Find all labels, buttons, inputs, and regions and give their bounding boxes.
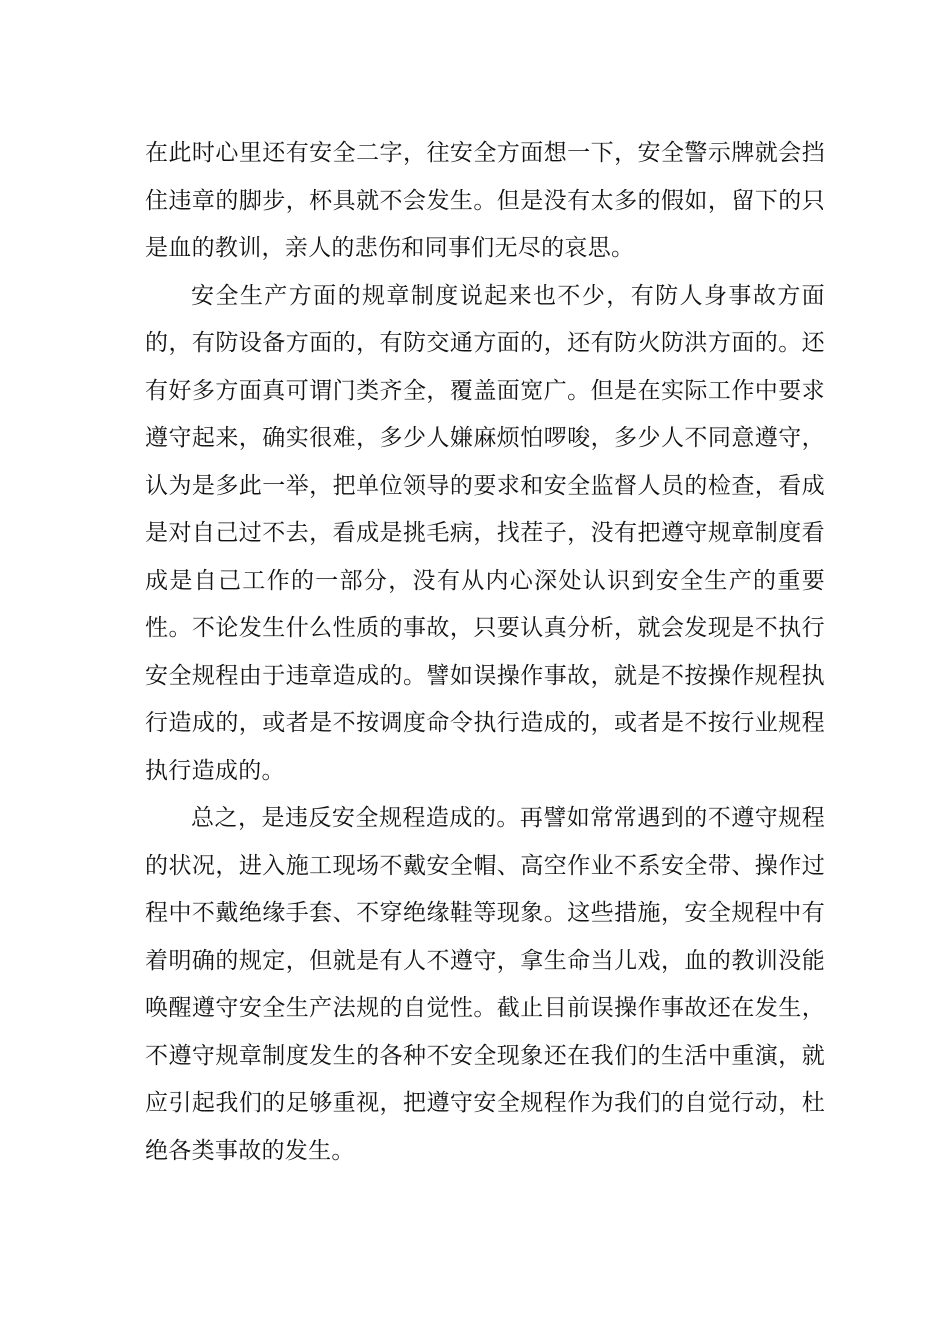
text-line: 有防设备方面的，有防交通方面的，还有防火防洪方面的。还有好 <box>145 330 825 404</box>
text-line: 着明确的规定，但就是有人不遵守，拿生命当儿戏，血的教训没能 <box>145 947 825 974</box>
text-line: 自己工作的一部分，没有从内心深处认识到安全生产的重要性。不 <box>145 567 825 641</box>
text-line: 多方面真可谓门类齐全，覆盖面宽广。但是在实际工作中要求遵守 <box>145 377 825 451</box>
text-line: 唤醒遵守安全生产法规的自觉性。截止目前误操作事故还在发生， <box>145 995 825 1021</box>
text-line: 总之，是违反安全规程造成的。再譬如常常遇到的不遵守规程 <box>191 805 825 831</box>
text-line: 是血的教训，亲人的悲伤和同事们无尽的哀思。 <box>145 235 635 261</box>
text-line: 程由于违章造成的。譬如误操作事故，就是不按操作规程执行造成 <box>145 662 825 736</box>
paragraph-3 <box>145 795 825 1175</box>
text-line: 成的。 <box>214 757 285 784</box>
text-line: 应引起我们的足够重视，把遵守安全规程作为我们的自觉行动，杜 <box>145 1090 825 1116</box>
text-line: 论发生什么性质的事故，只要认真分析，就会发现是不执行安全规 <box>145 615 825 689</box>
text-line: 起来，确实很难，多少人嫌麻烦怕啰唆，多少人不同意遵守，认为 <box>145 425 825 499</box>
text-line: 安全生产方面的规章制度说起来也不少，有防人身事故方面的， <box>145 282 825 356</box>
text-line: 不遵守规章制度发生的各种不安全现象还在我们的生活中重演，就 <box>145 1042 825 1069</box>
text-line: 自己过不去，看成是挑毛病，找茬子，没有把遵守规章制度看成是 <box>145 520 825 594</box>
document-body <box>145 130 825 1175</box>
text-line: 在此时心里还有安全二字，往安全方面想一下，安全警示牌就会挡 <box>145 140 825 166</box>
text-line: 的，或者是不按调度命令执行造成的，或者是不按行业规程执行造 <box>145 710 825 784</box>
text-line: 是多此一举，把单位领导的要求和安全监督人员的检查，看成是对 <box>145 472 825 546</box>
text-line: 程中不戴绝缘手套、不穿绝缘鞋等现象。这些措施，安全规程中有 <box>145 900 825 926</box>
text-line: 住违章的脚步，杯具就不会发生。但是没有太多的假如，留下的只 <box>145 187 825 214</box>
text-line: 的状况，进入施工现场不戴安全帽、高空作业不系安全带、操作过 <box>145 852 825 879</box>
text-line: 绝各类事故的发生。 <box>145 1137 355 1164</box>
paragraph-2 <box>145 273 825 796</box>
paragraph-1 <box>145 130 825 273</box>
